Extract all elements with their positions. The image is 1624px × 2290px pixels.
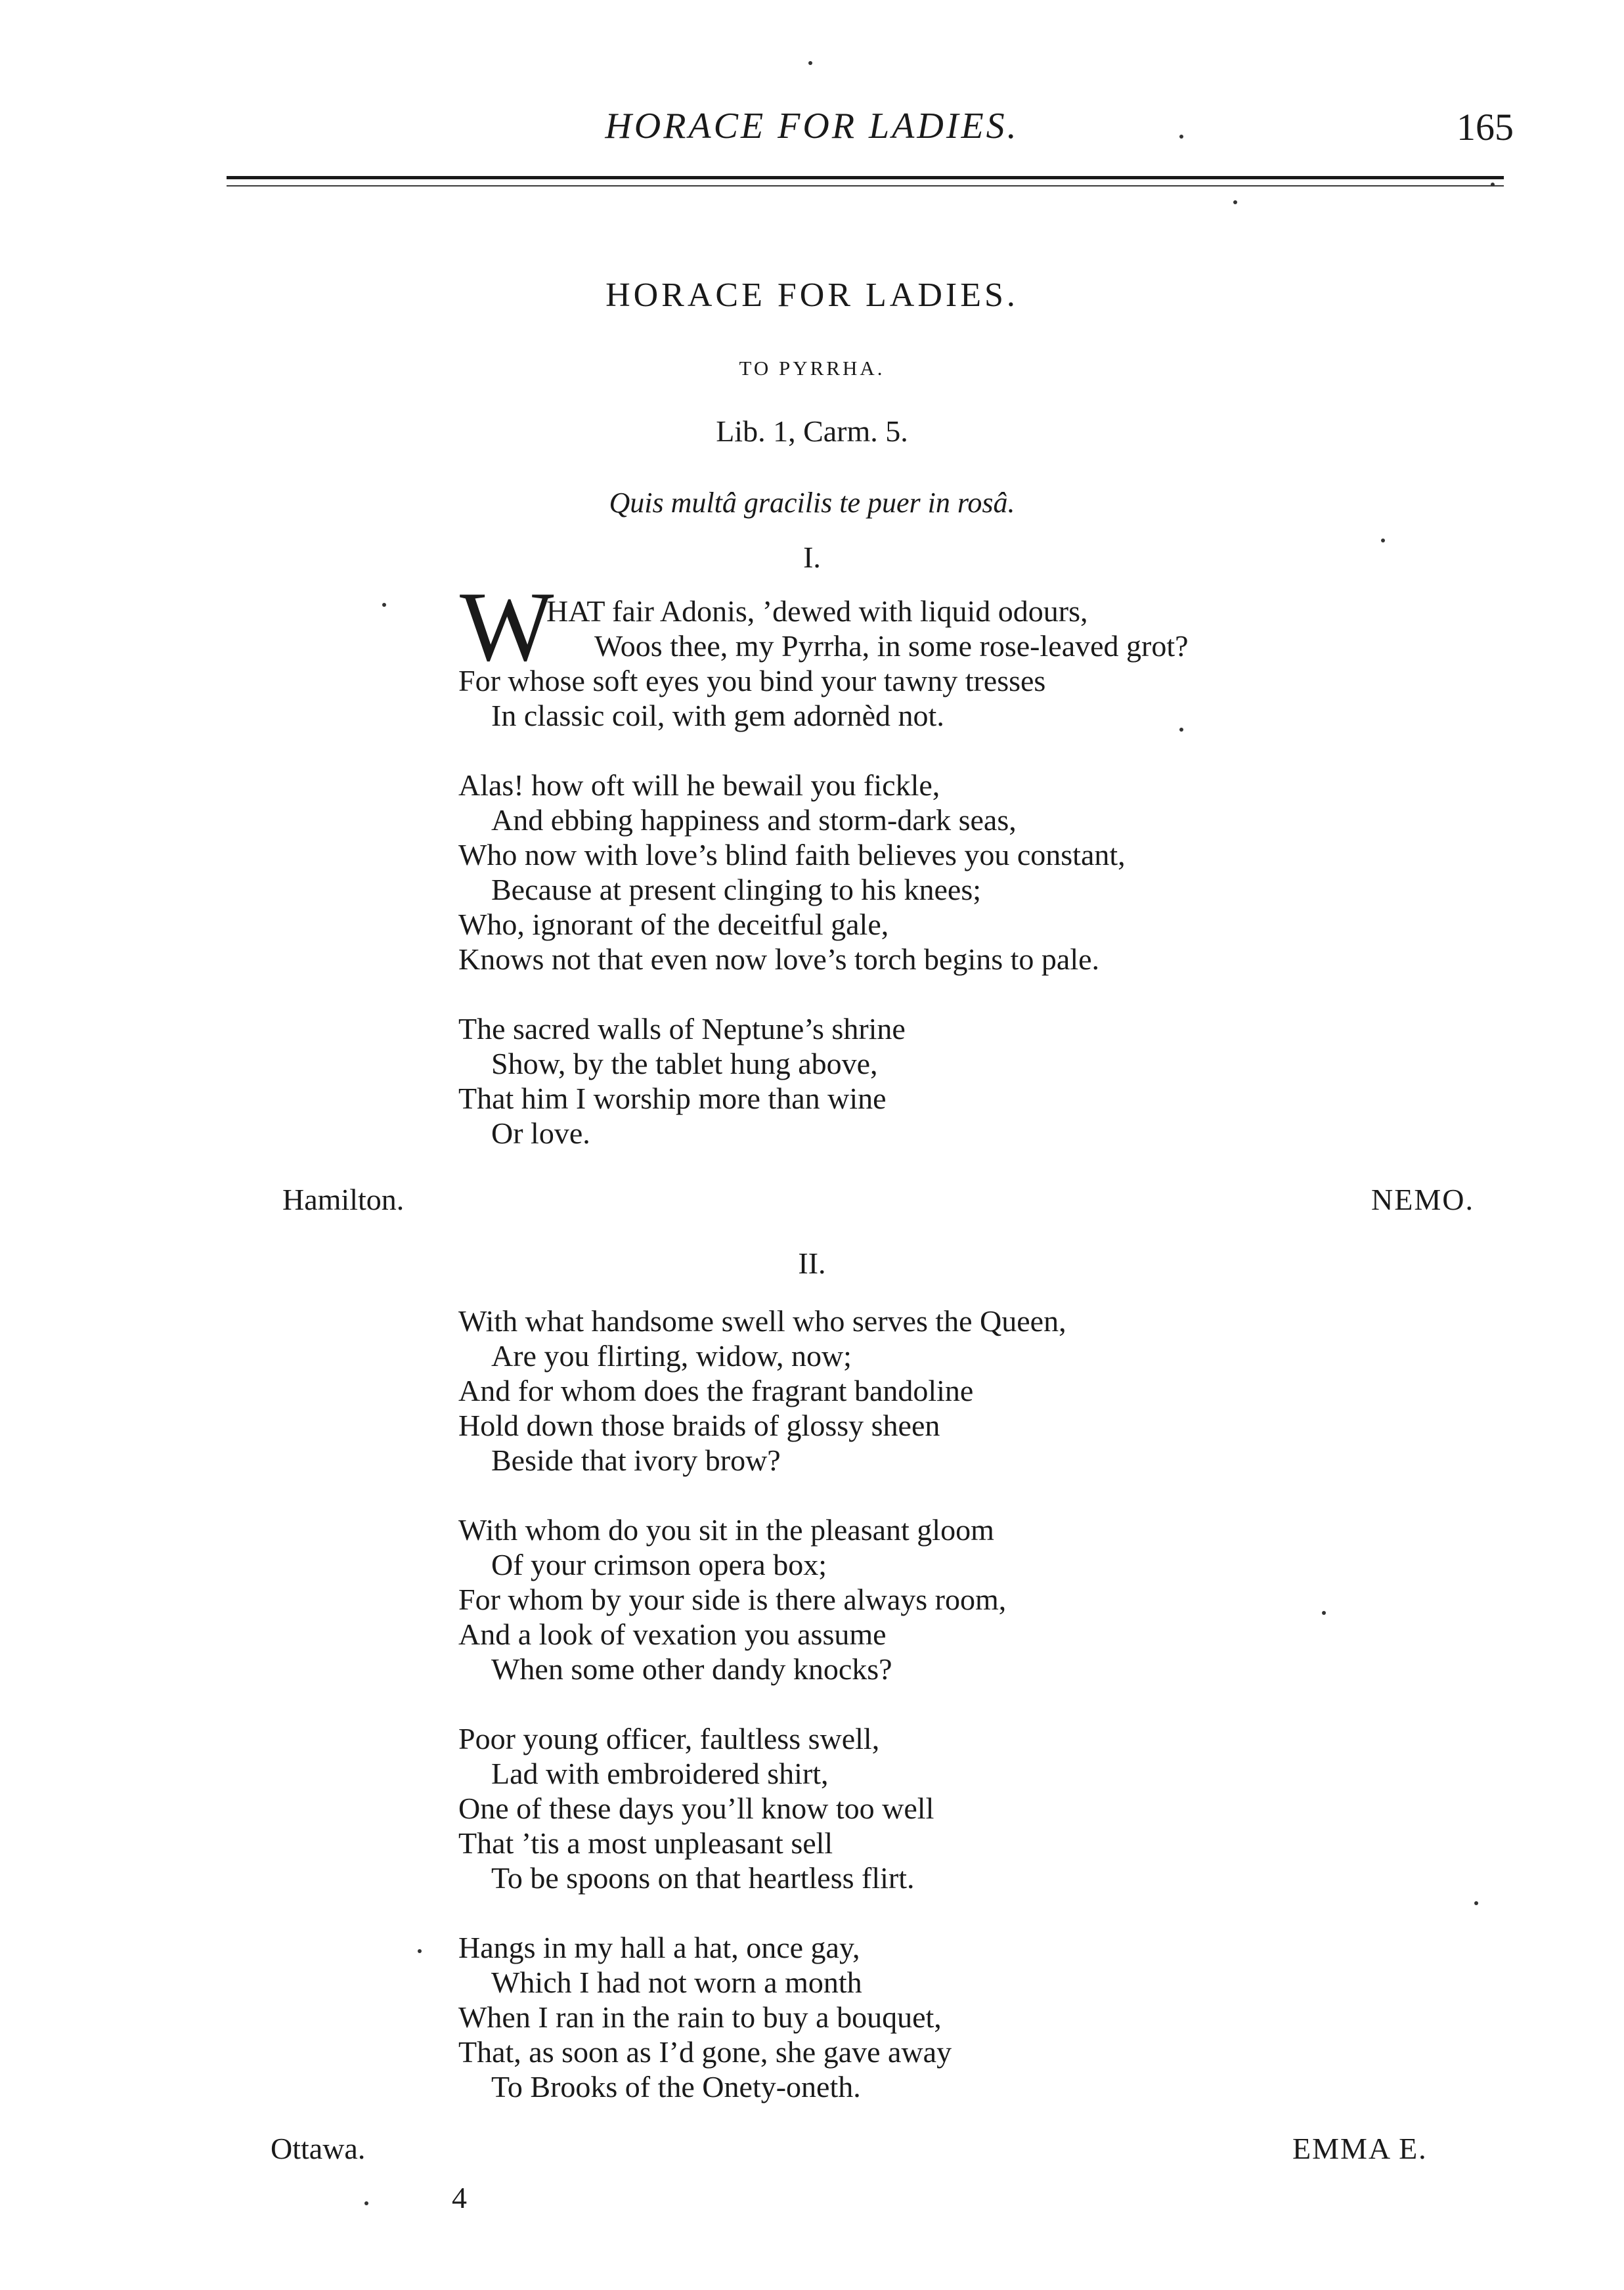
scan-speck [382, 603, 386, 607]
section-number-2: II. [798, 1246, 826, 1280]
poem-line: Show, by the tablet hung above, [491, 1047, 878, 1080]
poem-line: That him I worship more than wine [458, 1082, 887, 1115]
place-signature: Hamilton. [282, 1183, 405, 1216]
poem-line: In classic coil, with gem adornèd not. [491, 699, 944, 732]
scan-speck [364, 2201, 368, 2205]
poem-line: For whose soft eyes you bind your tawny tresses [458, 664, 1046, 697]
author-signature: NEMO. [1371, 1183, 1474, 1216]
poem-line: When I ran in the rain to buy a bouquet, [458, 2000, 942, 2034]
page-number: 165 [1457, 106, 1514, 148]
poem-line: Beside that ivory brow? [491, 1443, 781, 1477]
poem-line: Woos thee, my Pyrrha, in some rose-leaved grot? [594, 629, 1189, 663]
poem-line: That ’tis a most unpleasant sell [458, 1826, 833, 1860]
poem-line: To be spoons on that heartless flirt. [491, 1861, 915, 1895]
poem-line: Because at present clinging to his knees; [491, 873, 982, 906]
poem-line: And ebbing happiness and storm-dark seas, [491, 803, 1017, 837]
poem-line: Or love. [491, 1116, 590, 1150]
header-rule [227, 176, 1504, 179]
poem-line: With whom do you sit in the pleasant gloom [458, 1513, 994, 1547]
poem-line: Hold down those braids of glossy sheen [458, 1409, 940, 1442]
poem-line: And a look of vexation you assume [458, 1618, 887, 1651]
poem-line: Who now with love’s blind faith believes you constant, [458, 838, 1126, 871]
scan-speck [808, 61, 812, 65]
poem-motto: Quis multâ gracilis te puer in rosâ. [609, 487, 1015, 519]
scan-speck [1491, 183, 1495, 187]
poem-line: Are you flirting, widow, now; [491, 1339, 852, 1373]
running-title: HORACE FOR LADIES. [605, 106, 1019, 146]
scan-speck [418, 1949, 422, 1953]
poem-line: When some other dandy knocks? [491, 1652, 892, 1686]
poem-line: Of your crimson opera box; [491, 1548, 827, 1581]
poem-line: For whom by your side is there always room, [458, 1583, 1007, 1616]
poem-reference: Lib. 1, Carm. 5. [716, 414, 908, 448]
author-signature: EMMA E. [1292, 2132, 1428, 2165]
poem-line: The sacred walls of Neptune’s shrine [458, 1012, 906, 1046]
poem-line: To Brooks of the Onety-oneth. [491, 2070, 861, 2103]
poem-line: Who, ignorant of the deceitful gale, [458, 908, 889, 941]
poem-line: And for whom does the fragrant bandoline [458, 1374, 974, 1407]
scan-speck [1474, 1901, 1478, 1905]
poem-line: Knows not that even now love’s torch begins to pale. [458, 942, 1100, 976]
poem-line: Lad with embroidered shirt, [491, 1757, 829, 1790]
printer-signature-mark: 4 [452, 2181, 467, 2214]
scan-speck [1179, 728, 1183, 732]
place-signature: Ottawa. [271, 2132, 366, 2165]
poem-line: Poor young officer, faultless swell, [458, 1722, 880, 1755]
scan-speck [1381, 539, 1385, 542]
poem-line: With what handsome swell who serves the Queen, [458, 1304, 1066, 1338]
drop-cap: W [460, 571, 554, 682]
poem-line: Which I had not worn a month [491, 1966, 862, 1999]
section-number-1: I. [803, 540, 821, 574]
scan-speck [1322, 1611, 1326, 1615]
header-rule-thin [227, 185, 1504, 187]
poem-line: One of these days you’ll know too well [458, 1792, 934, 1825]
poem-line: Hangs in my hall a hat, once gay, [458, 1931, 860, 1964]
scan-speck [1233, 200, 1237, 204]
poem-line: Alas! how oft will he bewail you fickle, [458, 768, 940, 802]
poem-line: That, as soon as I’d gone, she gave away [458, 2035, 952, 2069]
scan-speck [1179, 135, 1183, 139]
poem-title: HORACE FOR LADIES. [605, 276, 1019, 314]
poem-line: HAT fair Adonis, ’dewed with liquid odours, [546, 594, 1088, 628]
poem-subtitle: TO PYRRHA. [739, 357, 885, 380]
